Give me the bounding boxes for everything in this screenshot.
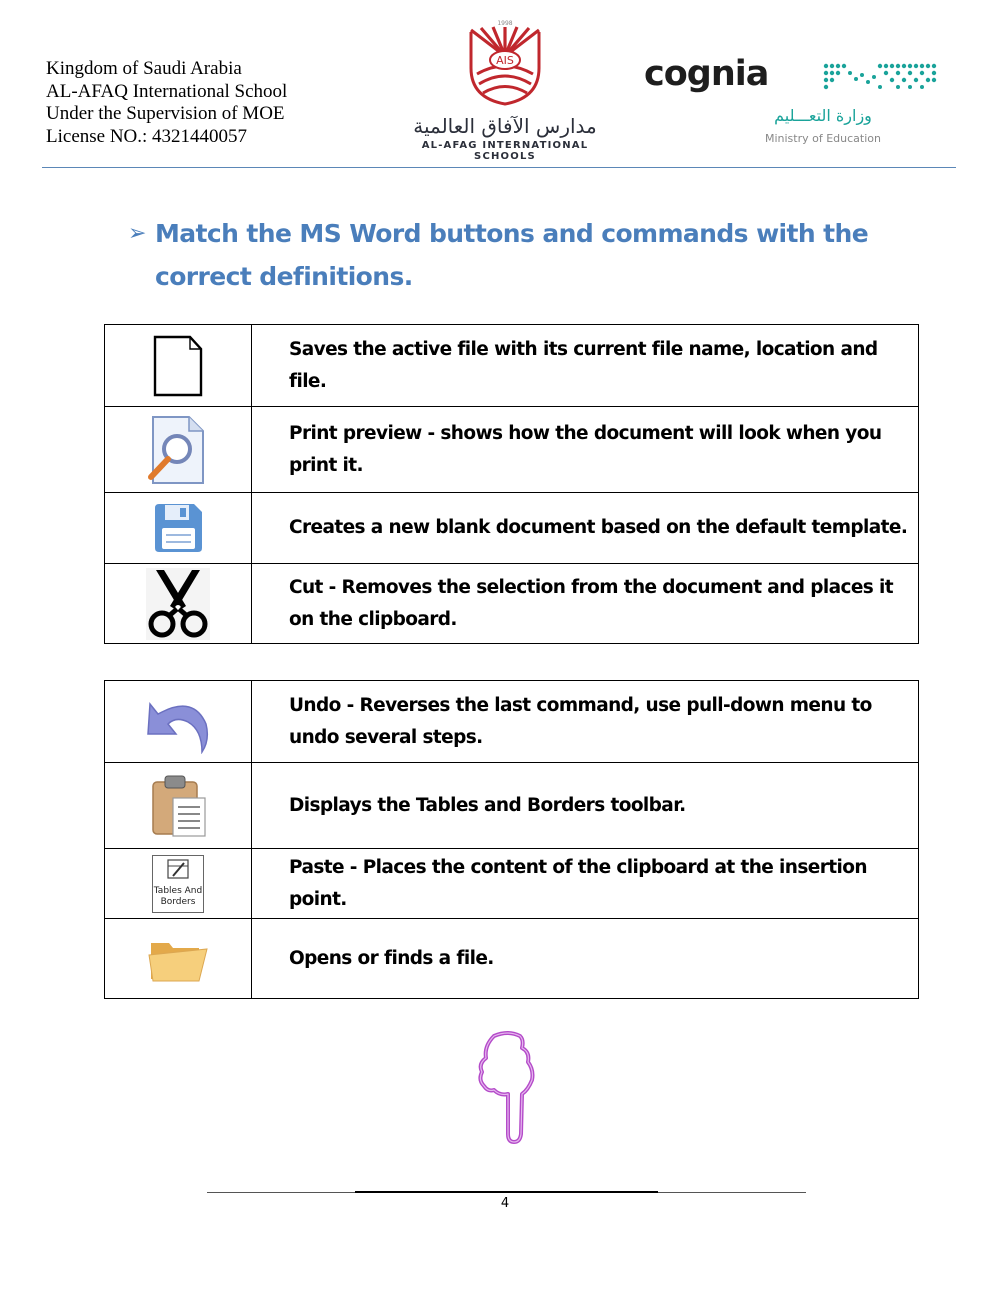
header-line-school: AL-AFAQ International School <box>46 80 288 102</box>
arrow-bullet-icon: ➢ <box>128 221 146 246</box>
definition-cell: Print preview - shows how the document will look when you print it. <box>252 407 919 493</box>
table-row <box>105 407 919 493</box>
school-info <box>46 58 287 149</box>
definition-cell: Creates a new blank document based on the default template. <box>252 493 919 564</box>
open-folder-icon <box>147 933 209 985</box>
icon-cell <box>105 763 252 849</box>
header-divider <box>42 167 956 168</box>
school-emblem-icon <box>467 18 543 108</box>
definition-cell: Displays the Tables and Borders toolbar. <box>252 763 919 849</box>
definition-cell: Cut - Removes the selection from the document and places it on the clipboard. <box>252 564 919 644</box>
school-english-name: AL-AFAG INTERNATIONAL SCHOOLS <box>421 140 589 162</box>
footer-divider-accent <box>355 1191 658 1193</box>
school-logo-year: 1998 <box>497 20 513 27</box>
tables-and-borders-icon <box>152 855 204 913</box>
clipboard-paste-icon <box>149 774 207 838</box>
table-row <box>105 849 919 919</box>
icon-cell <box>105 407 252 493</box>
icon-cell <box>105 564 252 644</box>
icon-cell <box>105 325 252 407</box>
table-row <box>105 493 919 564</box>
table-row <box>105 763 919 849</box>
icon-cell <box>105 493 252 564</box>
ministry-english-name: Ministry of Education <box>764 132 881 145</box>
matching-table-2 <box>104 680 919 999</box>
school-monogram: AIS <box>496 54 514 67</box>
header-line-supervision: Under the Supervision of MOE <box>46 103 285 125</box>
table-row <box>105 564 919 644</box>
save-floppy-icon <box>152 502 204 554</box>
definition-cell: Undo - Reverses the last command, use pull-down menu to undo several steps. <box>252 681 919 763</box>
pointing-hand-icon <box>474 1030 540 1146</box>
new-document-icon <box>152 334 204 398</box>
table-row <box>105 325 919 407</box>
icon-cell <box>105 681 252 763</box>
ministry-logo <box>762 60 942 150</box>
table-pencil-icon <box>167 859 189 879</box>
header-line-country: Kingdom of Saudi Arabia <box>46 58 242 79</box>
icon-cell <box>105 919 252 999</box>
tables-and-borders-label: Tables And Borders <box>153 885 203 907</box>
page-number: 4 <box>500 1196 510 1211</box>
definition-cell: Opens or finds a file. <box>252 919 919 999</box>
print-preview-icon <box>147 415 209 485</box>
ministry-arabic-name: وزارة التعـــليم <box>774 106 872 125</box>
scissors-icon <box>146 568 210 640</box>
instruction-text: Match the MS Word buttons and commands with the correct definitions. <box>155 219 869 291</box>
table-row <box>105 681 919 763</box>
icon-cell <box>105 849 252 919</box>
ministry-dots-icon <box>762 60 942 100</box>
school-logo <box>395 18 615 162</box>
matching-table-1 <box>104 324 919 644</box>
definition-cell: Saves the active file with its current file name, location and file. <box>252 325 919 407</box>
school-arabic-name: مدارس الآفاق العالمية <box>413 114 597 138</box>
table-row <box>105 919 919 999</box>
definition-cell: Paste - Places the content of the clipboard at the insertion point. <box>252 849 919 919</box>
header-line-license: License NO.: 4321440057 <box>46 126 248 148</box>
instruction <box>128 212 908 298</box>
undo-icon <box>144 690 212 754</box>
cognia-logo: cognia <box>644 54 769 94</box>
